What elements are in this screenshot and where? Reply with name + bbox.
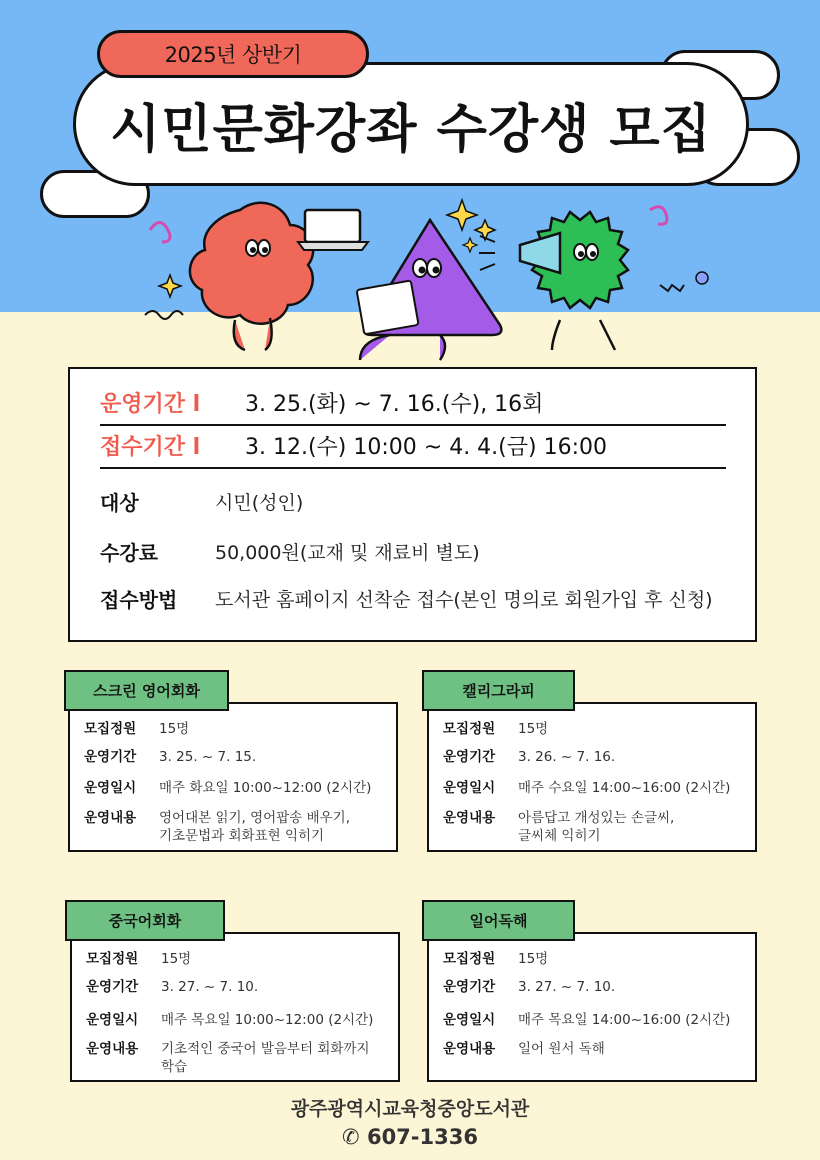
fee-row <box>100 537 480 566</box>
method-value: 도서관 홈페이지 선착순 접수(본인 명의로 회원가입 후 신청) <box>215 589 713 611</box>
target-row <box>100 487 303 516</box>
schedule-label: 운영일시 <box>443 1012 496 1028</box>
content-label: 운영내용 <box>443 1041 496 1057</box>
content-value: 일어 원서 독해 <box>518 1041 605 1057</box>
capacity-value: 15명 <box>161 951 192 967</box>
course-tab-chinese: 중국어회화 <box>65 900 225 941</box>
target-value: 시민(성인) <box>215 492 304 514</box>
schedule-value: 매주 화요일 10:00~12:00 (2시간) <box>159 780 372 796</box>
schedule-label: 운영일시 <box>86 1012 139 1028</box>
content-value: 기초적인 중국어 발음부터 회화까지 학습 <box>161 1041 370 1075</box>
purple-triangle-character <box>357 220 502 360</box>
footer-phone: 607-1336 <box>366 1125 478 1149</box>
course-card-chinese <box>70 932 400 1082</box>
page-title: 시민문화강좌 수강생 모집 <box>73 62 749 186</box>
sparkle-icon <box>159 275 181 297</box>
squiggle-decoration <box>650 207 667 224</box>
fee-label: 수강료 <box>100 541 158 565</box>
period-value: 3. 27. ~ 7. 10. <box>161 979 259 995</box>
capacity-value: 15명 <box>518 721 549 737</box>
content-label: 운영내용 <box>86 1041 139 1057</box>
schedule-label: 운영일시 <box>84 780 137 796</box>
period-value: 3. 25. ~ 7. 15. <box>159 749 257 765</box>
capacity-label: 모집정원 <box>84 721 137 737</box>
course-tab-japanese: 일어독해 <box>422 900 575 941</box>
course-card-japanese <box>427 932 757 1082</box>
red-flower-character <box>190 203 368 350</box>
content-label: 운영내용 <box>443 810 496 826</box>
course-card-english <box>68 702 398 852</box>
capacity-value: 15명 <box>518 951 549 967</box>
capacity-label: 모집정원 <box>443 721 496 737</box>
capacity-label: 모집정원 <box>443 951 496 967</box>
footer-phone-row <box>0 1125 820 1149</box>
circle-decoration <box>696 272 708 284</box>
notepad-icon <box>357 280 419 334</box>
course-card-calligraphy <box>427 702 757 852</box>
period-value: 3. 26. ~ 7. 16. <box>518 749 616 765</box>
application-period-label: 접수기간 l <box>100 435 201 460</box>
method-row <box>100 584 713 613</box>
fee-value: 50,000원(교재 및 재료비 별도) <box>215 542 480 564</box>
period-badge: 2025년 상반기 <box>97 30 369 78</box>
course-tab-english: 스크린 영어회화 <box>64 670 229 711</box>
phone-icon: ✆ <box>342 1125 367 1149</box>
operation-period-row <box>100 387 726 426</box>
capacity-value: 15명 <box>159 721 190 737</box>
main-info-box <box>68 367 757 642</box>
sparkle-icon <box>447 200 477 230</box>
application-period-value: 3. 12.(수) 10:00 ~ 4. 4.(금) 16:00 <box>245 435 607 460</box>
schedule-label: 운영일시 <box>443 780 496 796</box>
content-value: 영어대본 읽기, 영어팝송 배우기, 기초문법과 회화표현 익히기 <box>159 810 350 844</box>
operation-period-label: 운영기간 l <box>100 392 201 417</box>
period-label: 운영기간 <box>443 979 496 995</box>
squiggle-decoration <box>150 223 170 243</box>
course-tab-calligraphy: 캘리그라피 <box>422 670 575 711</box>
capacity-label: 모집정원 <box>86 951 139 967</box>
method-label: 접수방법 <box>100 588 178 612</box>
period-value: 3. 27. ~ 7. 10. <box>518 979 616 995</box>
period-label: 운영기간 <box>443 749 496 765</box>
squiggle-decoration <box>145 311 183 319</box>
schedule-value: 매주 목요일 10:00~12:00 (2시간) <box>161 1012 374 1028</box>
characters-illustration <box>140 190 720 365</box>
operation-period-value: 3. 25.(화) ~ 7. 16.(수), 16회 <box>245 392 544 417</box>
schedule-value: 매주 수요일 14:00~16:00 (2시간) <box>518 780 731 796</box>
application-period-row <box>100 430 726 469</box>
content-value: 아름답고 개성있는 손글씨, 글씨체 익히기 <box>518 810 675 844</box>
footer-organization: 광주광역시교육청중앙도서관 <box>290 1098 530 1120</box>
zigzag-decoration <box>660 285 684 291</box>
sparkle-icon <box>463 238 477 252</box>
schedule-value: 매주 목요일 14:00~16:00 (2시간) <box>518 1012 731 1028</box>
content-label: 운영내용 <box>84 810 137 826</box>
period-label: 운영기간 <box>86 979 139 995</box>
target-label: 대상 <box>100 491 139 515</box>
laptop-icon <box>305 210 360 242</box>
period-label: 운영기간 <box>84 749 137 765</box>
megaphone-icon <box>520 233 560 273</box>
